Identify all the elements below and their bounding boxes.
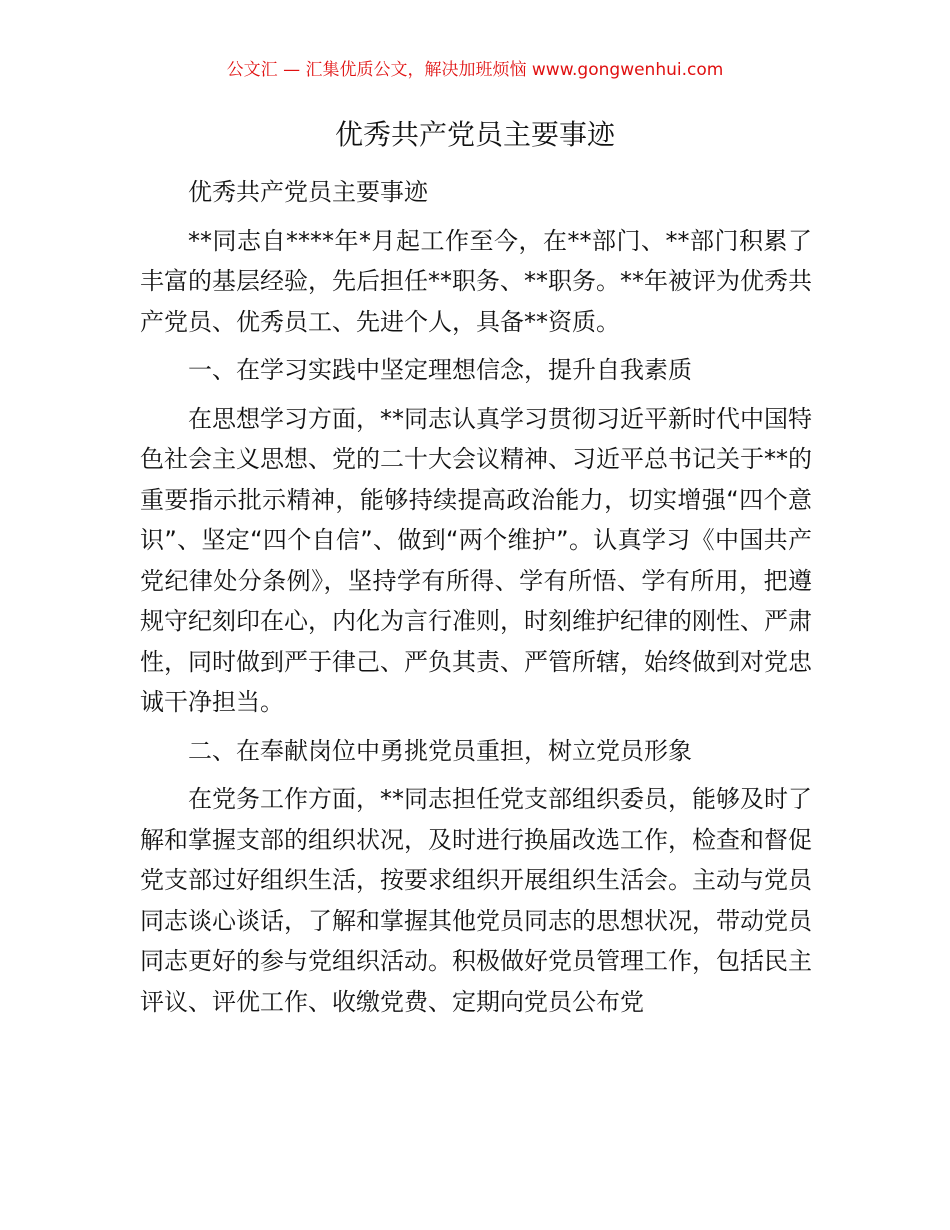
paragraph-section-2: 在党务工作方面，**同志担任党支部组织委员，能够及时了解和掌握支部的组织状况，及时进行换届改选工作，检查和督促党支部过好组织生活，按要求组织开展组织生活会。主动与党员同志谈心谈话，了解和掌握其他党员同志的思想状况，带动党员同志更好的参与党组织活动。积极做好党员管理工作，包括民主评议、评优工作、收缴党费、定期向党员公布党	[140, 785, 812, 1016]
section-heading-2: 二、在奉献岗位中勇挑党员重担，树立党员形象	[188, 736, 692, 765]
site-header-watermark: 公文汇 — 汇集优质公文，解决加班烦恼 www.gongwenhui.com	[226, 60, 724, 80]
document-title: 优秀共产党员主要事迹	[334, 118, 615, 151]
section-heading-1: 一、在学习实践中坚定理想信念，提升自我素质	[188, 356, 692, 384]
document-body	[140, 172, 812, 1030]
paragraph-subtitle: 优秀共产党员主要事迹	[188, 178, 428, 206]
paragraph-section-1: 在思想学习方面，**同志认真学习贯彻习近平新时代中国特色社会主义思想、党的二十大会议精神、习近平总书记关于**的重要指示批示精神，能够持续提高政治能力，切实增强“四个意识”、坚定“四个自信”、做到“两个维护”。认真学习《中国共产党纪律处分条例》，坚持学有所得、学有所悟、学有所用，把遵规守纪刻印在心，内化为言行准则，时刻维护纪律的刚性、严肃性，同时做到严于律己、严负其责、严管所辖，始终做到对党忠诚干净担当。	[140, 404, 812, 716]
paragraph-intro: **同志自****年*月起工作至今，在**部门、**部门积累了丰富的基层经验，先后担任**职务、**职务。**年被评为优秀共产党员、优秀员工、先进个人，具备**资质。	[140, 226, 812, 336]
